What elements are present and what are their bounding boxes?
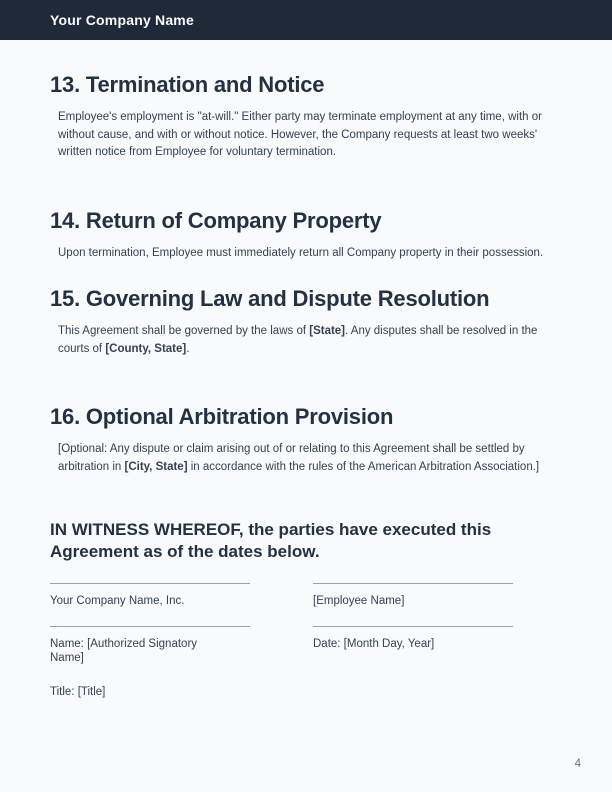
- company-signature-line-cell: [50, 583, 250, 609]
- authorized-signatory-name-line: Name: [Authorized Signatory Name]: [50, 637, 198, 664]
- section-paragraph: Employee's employment is "at-will." Either party may terminate employment at any time, with or without cause, and with or without notice. However, the Company requests at least two weeks' written notice from Employee for voluntary termination.: [58, 111, 542, 158]
- employee-date-line-cell: [313, 626, 513, 702]
- section-heading: 16. Optional Arbitration Provision: [50, 404, 394, 429]
- section-paragraph: [Optional: Any dispute or claim arising out of or relating to this Agreement shall be settled by arbitration in [City, State] in accordance with the rules of the American Arbitration Association.]: [58, 443, 540, 473]
- document-content: [50, 40, 562, 701]
- agreement-section: [50, 71, 562, 162]
- page-number: 4: [574, 758, 581, 770]
- section-heading: 14. Return of Company Property: [50, 207, 382, 233]
- section-heading: 13. Termination and Notice: [50, 72, 325, 97]
- section-heading: 15. Governing Law and Dispute Resolution: [50, 286, 490, 311]
- signatory-title-line: Title: [Title]: [50, 685, 106, 698]
- agreement-section: [50, 285, 562, 358]
- agreement-section: [50, 207, 562, 263]
- agreement-section: [50, 403, 562, 476]
- section-paragraph: This Agreement shall be governed by the laws of [State]. Any disputes shall be resolved in the courts of [County, State].: [58, 325, 538, 355]
- company-name-header: Your Company Name: [50, 12, 194, 28]
- company-party-name: Your Company Name, Inc.: [50, 595, 185, 607]
- employee-date-line: Date: [Month Day, Year]: [313, 637, 435, 650]
- sections-container: [50, 71, 562, 476]
- witness-statement: IN WITNESS WHEREOF, the parties have executed this Agreement as of the dates below.: [50, 520, 492, 561]
- employee-party-name: [Employee Name]: [313, 595, 405, 607]
- section-paragraph: Upon termination, Employee must immediately return all Company property in their possession.: [58, 246, 544, 259]
- signature-block: [50, 583, 562, 701]
- employee-signature-line-cell: [313, 583, 513, 609]
- document-header-bar: [0, 0, 612, 40]
- company-name-line-cell: [50, 626, 250, 702]
